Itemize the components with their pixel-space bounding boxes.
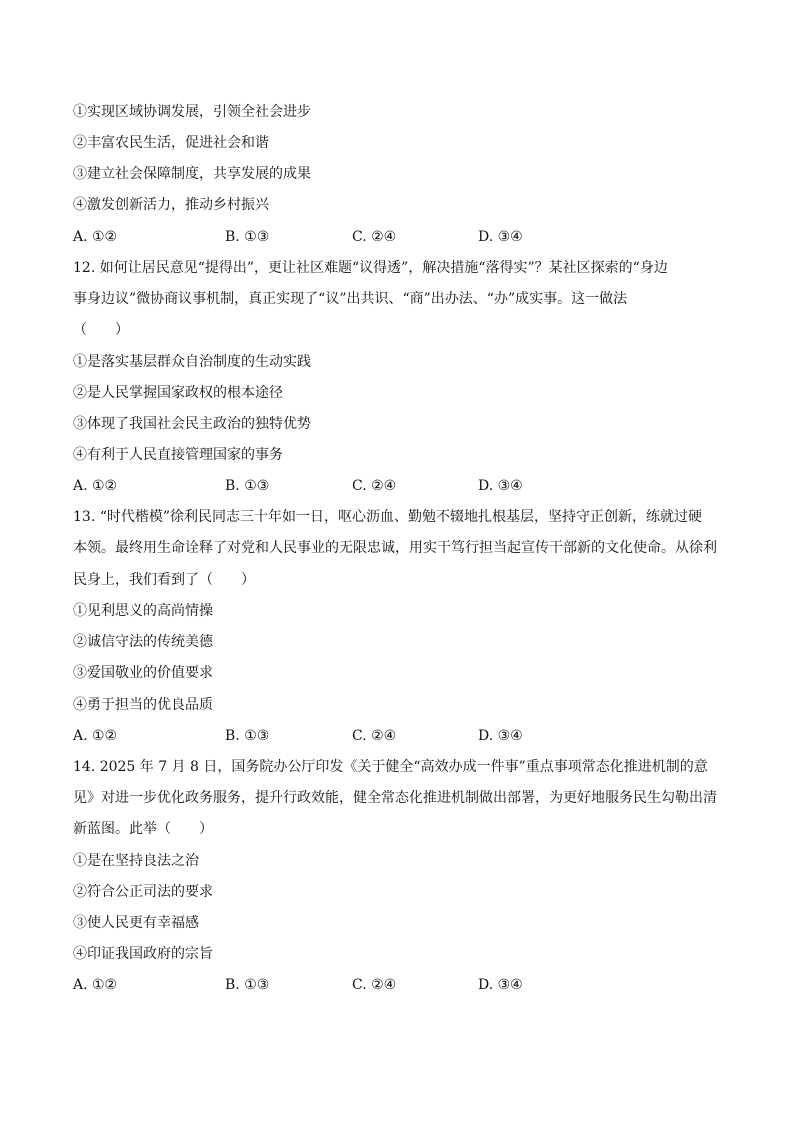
q12-stem-line-1: 12. 如何让居民意见“提得出”，更让社区难题“议得透”，解决措施“落得实”？某社区探索的“身边 bbox=[73, 260, 668, 276]
q14-option-3: ③使人民更有幸福感 bbox=[73, 915, 199, 931]
q13-option-3: ③爱国敬业的价值要求 bbox=[73, 665, 213, 681]
q13-option-1: ①见利思义的高尚情操 bbox=[73, 603, 213, 619]
q13-choice-d: D. ③④ bbox=[478, 728, 523, 744]
q14-choice-d: D. ③④ bbox=[478, 977, 523, 993]
q12-choice-d: D. ③④ bbox=[478, 478, 523, 494]
q11-choice-c: C. ②④ bbox=[352, 229, 397, 245]
q11-choice-a: A. ①② bbox=[73, 229, 118, 245]
q14-choice-b: B. ①③ bbox=[225, 977, 270, 993]
q14-option-4: ④印证我国政府的宗旨 bbox=[73, 946, 213, 962]
q13-choice-b: B. ①③ bbox=[225, 728, 270, 744]
q11-option-3: ③建立社会保障制度，共享发展的成果 bbox=[73, 166, 311, 182]
q11-option-4: ④激发创新活力，推动乡村振兴 bbox=[73, 197, 269, 213]
q12-option-4: ④有利于人民直接管理国家的事务 bbox=[73, 447, 283, 463]
q13-stem-line-1: 13. “时代楷模”徐利民同志三十年如一日，呕心沥血、勤勉不辍地扎根基层，坚持守正创新，练就过硬 bbox=[73, 509, 703, 525]
q11-choices bbox=[73, 227, 673, 247]
q12-stem-line-3: （ ） bbox=[73, 322, 129, 338]
q12-choice-a: A. ①② bbox=[73, 478, 118, 494]
q13-choice-a: A. ①② bbox=[73, 728, 118, 744]
q14-choice-a: A. ①② bbox=[73, 977, 118, 993]
q14-stem-line-3: 新蓝图。此举（ ） bbox=[73, 821, 213, 837]
q14-option-1: ①是在坚持良法之治 bbox=[73, 853, 199, 869]
q13-option-4: ④勇于担当的优良品质 bbox=[73, 697, 213, 713]
q14-stem-line-2: 见》对进一步优化政务服务，提升行政效能，健全常态化推进机制做出部署，为更好地服务民生勾勒出清 bbox=[73, 790, 717, 806]
q11-choice-b: B. ①③ bbox=[225, 229, 270, 245]
q13-option-2: ②诚信守法的传统美德 bbox=[73, 634, 213, 650]
q12-choice-b: B. ①③ bbox=[225, 478, 270, 494]
q13-stem-line-2: 本领。最终用生命诠释了对党和人民事业的无限忠诚，用实干笃行担当起宣传干部新的文化使命。从徐利 bbox=[73, 540, 717, 556]
q14-choices bbox=[73, 975, 673, 995]
q13-stem-line-3: 民身上，我们看到了（ ） bbox=[73, 572, 255, 588]
q14-stem-line-1: 14. 2025 年 7 月 8 日，国务院办公厅印发《关于健全“高效办成一件事”重点事项常态化推进机制的意 bbox=[73, 759, 708, 775]
q13-choices bbox=[73, 726, 673, 746]
q13-choice-c: C. ②④ bbox=[352, 728, 397, 744]
q11-option-1: ①实现区域协调发展，引领全社会进步 bbox=[73, 104, 311, 120]
q12-stem-line-2: 事身边议”微协商议事机制，真正实现了“议”出共识、“商”出办法、“办”成实事。这一做法 bbox=[73, 291, 628, 307]
q14-choice-c: C. ②④ bbox=[352, 977, 397, 993]
q12-choices bbox=[73, 476, 673, 496]
q11-option-2: ②丰富农民生活，促进社会和谐 bbox=[73, 135, 269, 151]
q11-choice-d: D. ③④ bbox=[478, 229, 523, 245]
q12-option-3: ③体现了我国社会民主政治的独特优势 bbox=[73, 416, 311, 432]
q12-option-2: ②是人民掌握国家政权的根本途径 bbox=[73, 385, 283, 401]
q12-choice-c: C. ②④ bbox=[352, 478, 397, 494]
q14-option-2: ②符合公正司法的要求 bbox=[73, 884, 213, 900]
q12-option-1: ①是落实基层群众自治制度的生动实践 bbox=[73, 354, 311, 370]
